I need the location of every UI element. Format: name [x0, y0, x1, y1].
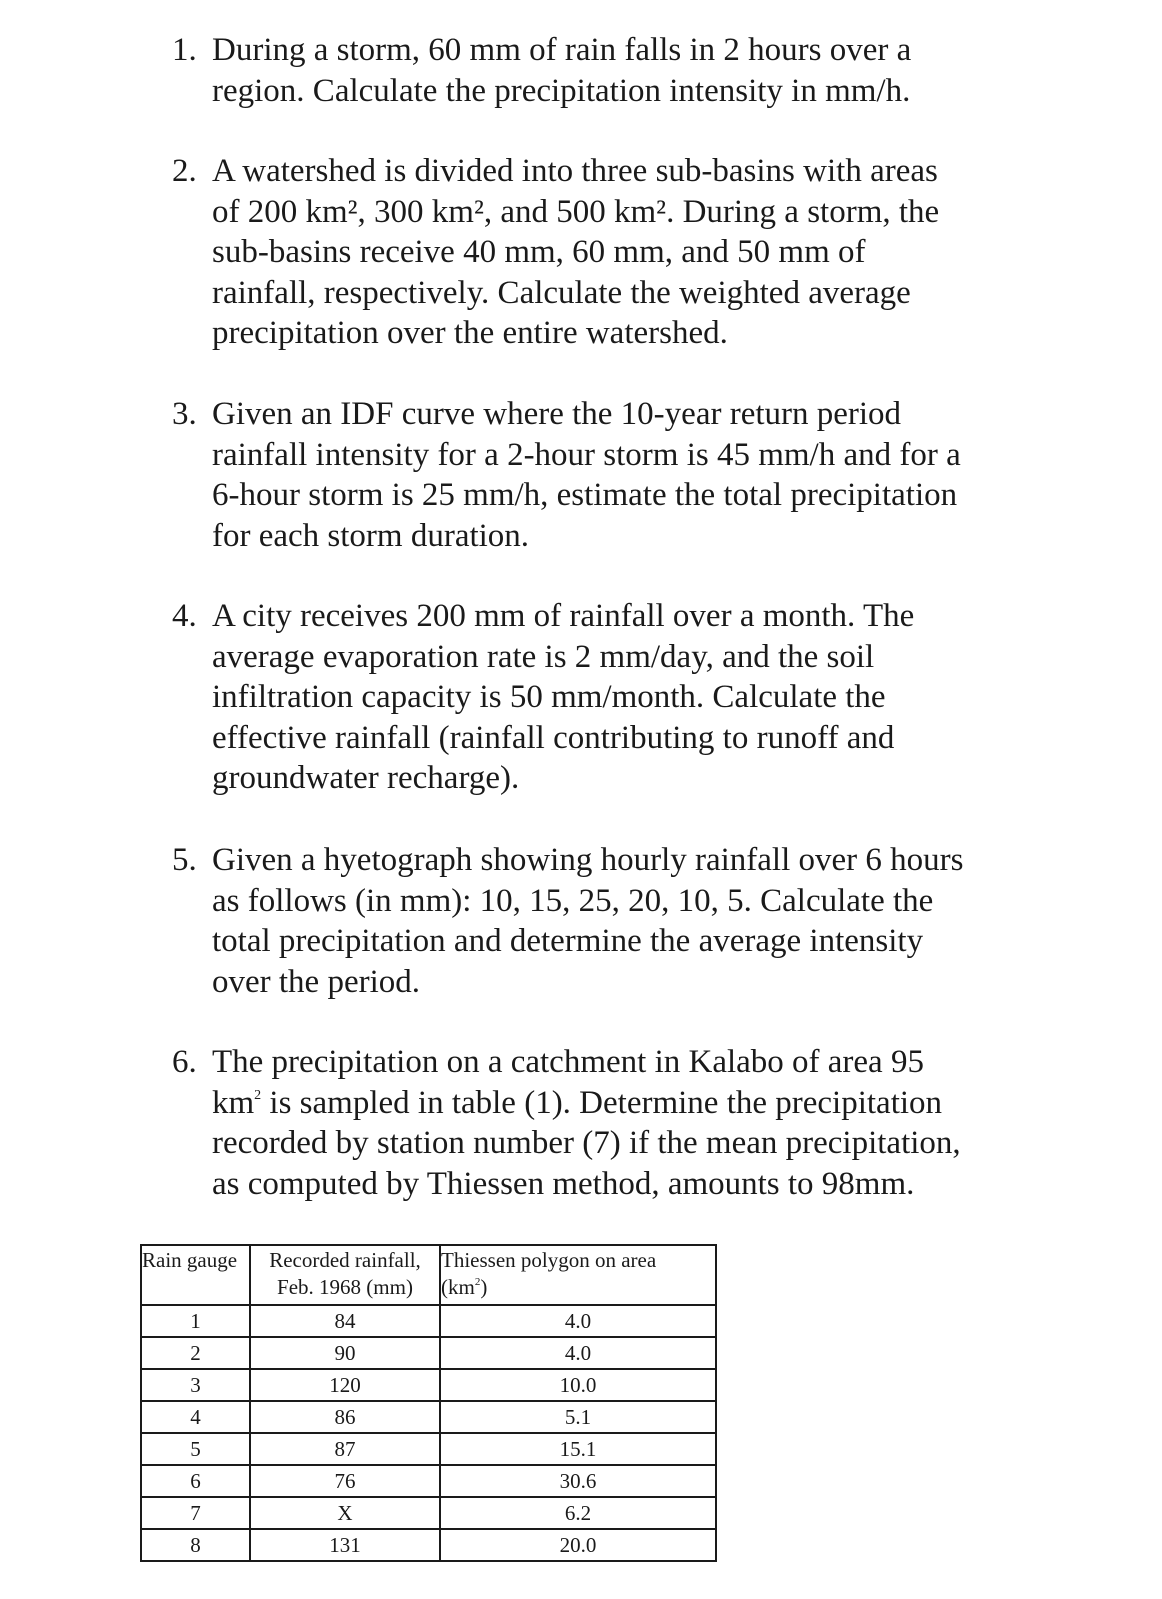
- cell-area: 15.1: [440, 1433, 716, 1465]
- cell-rainfall: 120: [250, 1369, 440, 1401]
- cell-gauge: 3: [141, 1369, 250, 1401]
- question-text: Given a hyetograph showing hourly rainfall over 6 hours as follows (in mm): 10, 15, 25, 20, 10, 5. Calculate the total precipitation and determine the average intensity over the period.: [212, 842, 964, 1000]
- cell-rainfall: 131: [250, 1529, 440, 1561]
- question-number: 4.: [172, 598, 197, 634]
- superscript: 2: [474, 1276, 481, 1288]
- question-text: Given an IDF curve where the 10-year return period rainfall intensity for a 2-hour storm is 45 mm/h and for a 6-hour storm is 25 mm/h, estimate the total precipitation for each storm duration.: [212, 396, 961, 554]
- question-text: A city receives 200 mm of rainfall over a month. The average evaporation rate is 2 mm/day, and the soil infiltration capacity is 50 mm/month. Calculate the effective rainfall (rainfall contributing to runoff and groundwater recharge).: [212, 598, 915, 796]
- table-row: [141, 1401, 716, 1433]
- cell-area: 4.0: [440, 1305, 716, 1337]
- question-number: 3.: [172, 396, 197, 432]
- table-row: [141, 1305, 716, 1337]
- question-2: [172, 151, 1032, 354]
- question-number: 2.: [172, 153, 197, 189]
- rainfall-table: [140, 1244, 717, 1562]
- table-row: [141, 1465, 716, 1497]
- cell-rainfall: 76: [250, 1465, 440, 1497]
- question-text: A watershed is divided into three sub-basins with areas of 200 km², 300 km², and 500 km². During a storm, the sub-basins receive 40 mm, 60 mm, and 50 mm of rainfall, respectively. Calculate the weighted average precipitation over the entire watershed.: [212, 153, 940, 351]
- cell-rainfall: 90: [250, 1337, 440, 1369]
- table-row: [141, 1337, 716, 1369]
- question-6: [172, 1042, 1032, 1204]
- cell-rainfall: 84: [250, 1305, 440, 1337]
- header-thiessen-area: Thiessen polygon on area $(km^2)$: [440, 1245, 716, 1305]
- cell-area: 10.0: [440, 1369, 716, 1401]
- table-row: [141, 1433, 716, 1465]
- question-number: 6.: [172, 1044, 197, 1080]
- cell-gauge: 7: [141, 1497, 250, 1529]
- header-recorded-rainfall: Recorded rainfall, Feb. 1968 (mm): [250, 1245, 440, 1305]
- cell-rainfall: 87: [250, 1433, 440, 1465]
- cell-gauge: 8: [141, 1529, 250, 1561]
- question-text: During a storm, 60 mm of rain falls in 2 hours over a region. Calculate the precipitation intensity in mm/h.: [212, 32, 912, 109]
- table-row: [141, 1369, 716, 1401]
- cell-area: 6.2: [440, 1497, 716, 1529]
- table-row: [141, 1497, 716, 1529]
- table-header-row: [141, 1245, 716, 1305]
- question-text: The precipitation on a catchment in Kalabo of area 95 $km^2$ is sampled in table (1). Determine the precipitation recorded by station number (7) if the mean precipitation, as computed by Thiessen method, amounts to 98mm.: [212, 1044, 961, 1202]
- header-rain-gauge: Rain gauge: [141, 1245, 250, 1305]
- cell-rainfall: 86: [250, 1401, 440, 1433]
- cell-gauge: 4: [141, 1401, 250, 1433]
- question-1: [172, 30, 1032, 111]
- question-number: 1.: [172, 32, 197, 68]
- cell-gauge: 5: [141, 1433, 250, 1465]
- cell-gauge: 6: [141, 1465, 250, 1497]
- cell-area: 30.6: [440, 1465, 716, 1497]
- cell-gauge: 1: [141, 1305, 250, 1337]
- question-5: [172, 840, 1032, 1002]
- question-number: 5.: [172, 842, 197, 878]
- table-row: [141, 1529, 716, 1561]
- cell-area: 4.0: [440, 1337, 716, 1369]
- cell-gauge: 2: [141, 1337, 250, 1369]
- cell-area: 5.1: [440, 1401, 716, 1433]
- superscript: 2: [254, 1087, 262, 1103]
- question-3: [172, 394, 1032, 556]
- question-4: [172, 596, 1032, 799]
- cell-area: 20.0: [440, 1529, 716, 1561]
- cell-rainfall: X: [250, 1497, 440, 1529]
